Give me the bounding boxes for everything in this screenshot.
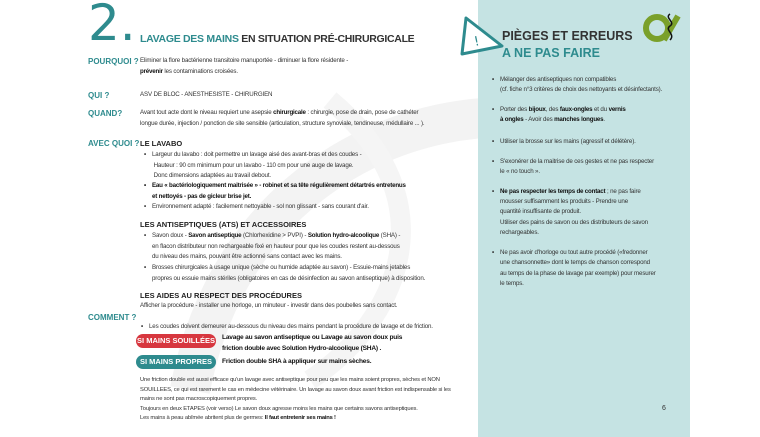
dirty-hands-badge: SI MAINS SOUILLÉES (136, 334, 216, 348)
label-quand: QUAND? (88, 109, 123, 118)
page-number: 6 (662, 405, 666, 412)
lavabo-bullet-2: • Eau « bactériologiquement maitrisée » - robinet et sa tête régulièrement détartrés entretenus et nettoyés - pas de gicleur brise jet. (152, 181, 406, 202)
quand-text: Avant tout acte dont le niveau requiert une asepsie chirurgicale : chirurgie, pose de drain, pose de cathéter longue durée, injection / ponction de site sensible (articulation, structure synoviale, tendineuse, médullaire ... ). (140, 109, 425, 127)
label-pourquoi: POURQUOI ? (88, 57, 139, 66)
pitfall-item: • Mélanger des antiseptiques non compatibles (cf. fiche n°3 critères de choix des nettoyants et désinfectants). (500, 75, 662, 95)
logo (642, 10, 682, 48)
title-number: 2. (88, 0, 136, 52)
label-comment: COMMENT ? (88, 313, 137, 322)
comment-notes: Une friction double est aussi efficace qu'un lavage avec antiseptique pour peu que les mains soient propres, sèches et NON SOUILLEES, ce qui est rarement le cas en médecine vétérinaire. Un lavage au savon doux avant friction est indispensable si les mains ne sont pas macroscopiquement propres. Toujours en deux ETAPES (voir verso) Le savon doux agresse moins les mains que certains savons antiseptiques. Les mains à peau abîmée abritent plus de germes: Il faut entretenir ses mains ! (140, 377, 451, 421)
panel-title: PIÈGES ET ERREURS A NE PAS FAIRE (502, 29, 633, 60)
pitfall-item: • Ne pas avoir d'horloge ou tout autre procédé («fredonner une chansonnette» dont le temps de chanson correspond au temps de la phase de lavage par exemple) pour mesurer le temps. (500, 248, 656, 290)
page-title: LAVAGE DES MAINS EN SITUATION PRÉ-CHIRURGICALE (140, 33, 415, 45)
ats-bullet-1: • Savon doux - Savon antiseptique (Chlorhexidine > PVPI) - Solution hydro-alcoolique (SHA) - en flacon distributeur non rechargeable fixé en hauteur pour que les coudes restent au-dessous du niveau des mains, pouvant être actionné sans contact avec les mains. (152, 231, 400, 263)
clean-hands-badge: SI MAINS PROPRES (136, 355, 216, 369)
pitfall-item: • S'exonérer de la maitrise de ces gestes et ne pas respecter le « no touch ». (500, 157, 654, 177)
lavabo-heading: LE LAVABO (140, 139, 183, 148)
ats-heading: LES ANTISEPTIQUES (ATS) ET ACCESSOIRES (140, 220, 307, 229)
lavabo-bullet-1: • Largeur du lavabo : doit permettre un lavage aisé des avant-bras et des coudes - Hauteur : 90 cm minimum pour un lavabo - 110 cm pour une auge de lavage. Donc dimensions adaptées au travail debout. (152, 150, 362, 182)
qui-text: ASV DE BLOC - ANESTHESISTE - CHIRURGIEN (140, 91, 273, 98)
pitfall-item: • Porter des bijoux, des faux-ongles et du vernis à ongles - Avoir des manches longues. (500, 105, 626, 125)
pourquoi-text: Eliminer la flore bactérienne transitoire manuportée - diminuer la flore résidente - prévenir les contaminations croisées. (140, 57, 349, 75)
aides-text: Afficher la procédure - installer une horloge, un minuteur - investir dans des poubelles sans contact. (140, 302, 398, 309)
comment-bullet: • Les coudes doivent demeurer au-dessous du niveau des mains pendant la procédure de lavage et de friction. (149, 322, 433, 333)
label-avec-quoi: AVEC QUOI ? (88, 139, 140, 148)
lavabo-bullet-3: • Environnement adapté : facilement nettoyable - sol non glissant - sans courant d'air. (152, 202, 369, 213)
clean-hands-text: Friction double SHA à appliquer sur mains sèches. (222, 358, 372, 365)
ats-bullet-2: • Brosses chirurgicales à usage unique (sèche ou humide adaptée au savon) - Essuie-mains jetables propres ou essuie mains stériles (obligatoires en cas de désinfection au savon antiseptique) à disposition. (152, 263, 425, 284)
label-qui: QUI ? (88, 91, 110, 100)
pitfall-item: • Ne pas respecter les temps de contact ; ne pas faire mousser suffisamment les produits - Prendre une quantité insuffisante de produit. Utiliser des pains de savon ou des distributeurs de savon rechargeables. (500, 187, 648, 238)
svg-text:!: ! (472, 34, 481, 50)
warning-icon (458, 16, 504, 56)
pitfall-item: • Utiliser la brosse sur les mains (agressif et délétère). (500, 137, 636, 148)
dirty-hands-text: Lavage au savon antiseptique ou Lavage au savon doux puis friction double avec Solution Hydro-alcoolique (SHA) . (222, 334, 403, 352)
aides-heading: LES AIDES AU RESPECT DES PROCÉDURES (140, 291, 302, 300)
